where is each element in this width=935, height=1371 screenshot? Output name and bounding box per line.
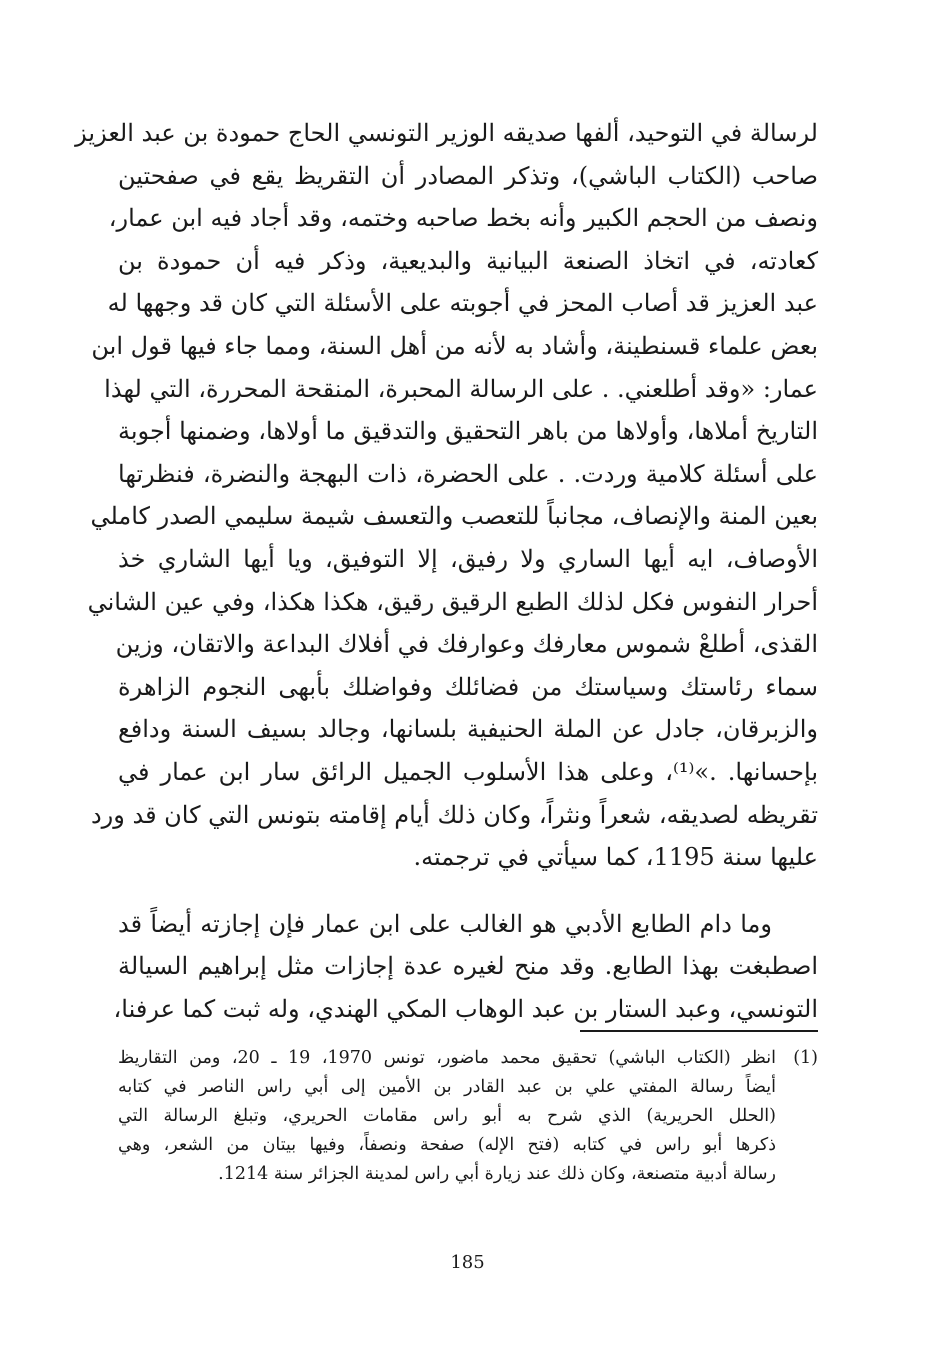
paragraph-1: [75, 112, 818, 879]
footnote-line: ذكرها أبو راس في كتابه (فتح الإله) صفحة ونصفاً، وفيها بيتان من الشعر، وهي: [118, 1135, 776, 1155]
text-line: القذى، أطلعْ شموس معارفك وعوارفك في أفلاك البداعة والاتقان، وزين: [115, 630, 818, 659]
footnote-line: انظر (الكتاب الباشي) تحقيق محمد ماضور، تونس 1970، 19 ـ 20، ومن التقاريظ: [118, 1048, 776, 1068]
footnote-line: رسالة أدبية متصنعة، وكان ذلك عند زيارة أبي راس لمدينة الجزائر سنة 1214.: [218, 1164, 776, 1184]
text-line: كعادته، في اتخاذ الصنعة البيانية والبديعية، وذكر فيه أن حمودة بن: [118, 246, 818, 275]
text-line: عبد العزيز قد أصاب المحز في أجوبته على الأسئلة التي كان قد وجهها له: [107, 289, 818, 318]
text-line: اصطبغت بهذا الطابع. وقد منح لغيره عدة إجازات مثل إبراهيم السيالة: [118, 952, 818, 981]
text-line: لرسالة في التوحيد، ألفها صديقه الوزير التونسي الحاج حمودة بن عبد العزيز: [75, 119, 818, 147]
text-line: وما دام الطابع الأدبي هو الغالب على ابن عمار فإن إجازته أيضاً قد: [118, 909, 772, 938]
text-line: سماء رئاستك وسياستك من فضائلك وفواضلك بأبهى النجوم الزاهرة: [118, 672, 818, 701]
text-line: والزبرقان، جادل عن الملة الحنيفية بلسانها، وجالد بسيف السنة ودافع: [118, 715, 818, 744]
text-line: أحرار النفوس فكل لذلك الطبع الرقيق رقيق، هكذا هكذا، وفي عين الشاني: [87, 587, 818, 616]
paragraph-2: [113, 903, 818, 1031]
text-line: بإحسانها. .»⁽¹⁾، وعلى هذا الأسلوب الجميل الرائق سار ابن عمار في: [118, 757, 818, 786]
footnote-line: (الحلل الحريرية) الذي شرح به أبو راس مقامات الحريري، وتبلغ الرسالة التي: [118, 1106, 776, 1126]
footnote-1: [118, 1044, 818, 1189]
text-line: التاريخ أملاها، وأولاها من باهر التحقيق والتدقيق ما أولاها، وضمنها أجوبة: [118, 417, 818, 446]
footnote-number: (1): [793, 1048, 818, 1068]
text-line: تقريظه لصديقه، شعراً ونثراً، وكان ذلك أيام إقامته بتونس التي كان قد ورد: [90, 800, 818, 829]
main-text: [75, 112, 818, 1030]
footnote-divider: [580, 1030, 818, 1032]
text-line: عليها سنة 1195، كما سيأتي في ترجمته.: [413, 843, 818, 872]
text-line: على أسئلة كلامية وردت. . على الحضرة، ذات البهجة والنضرة، فنظرتها: [118, 459, 818, 488]
footnotes: [118, 1044, 818, 1189]
footnote-body: [118, 1044, 776, 1189]
page-number: 185: [450, 1252, 485, 1273]
text-line: بعين المنة والإنصاف، مجانباً للتعصب والتعسف شيمة سليمي الصدر كاملي: [90, 502, 818, 531]
text-line: عمار: «وقد أطلعني. . على الرسالة المحبرة، المنقحة المحررة، التي لهذا: [104, 374, 818, 403]
footnote-line: أيضاً رسالة المفتي علي بن عبد القادر بن الأمين إلى أبي راس الناصر في كتابه: [118, 1077, 776, 1097]
text-line: ونصف من الحجم الكبير وأنه بخط صاحبه وختمه، وقد أجاد فيه ابن عمار،: [108, 204, 818, 233]
paragraph-spacer: [118, 879, 818, 903]
text-line: الأوصاف، ايه أيها الساري ولا رفيق، إلا التوفيق، ويا أيها الشاري خذ: [118, 544, 818, 573]
text-line: التونسي، وعبد الستار بن عبد الوهاب المكي الهندي، وله ثبت كما عرفنا،: [113, 994, 818, 1023]
text-line: صاحب (الكتاب الباشي)، وتذكر المصادر أن التقريظ يقع في صفحتين: [118, 161, 818, 190]
text-line: بعض علماء قسنطينة، وأشاد به لأنه من أهل السنة، ومما جاء فيها قول ابن: [91, 331, 818, 360]
